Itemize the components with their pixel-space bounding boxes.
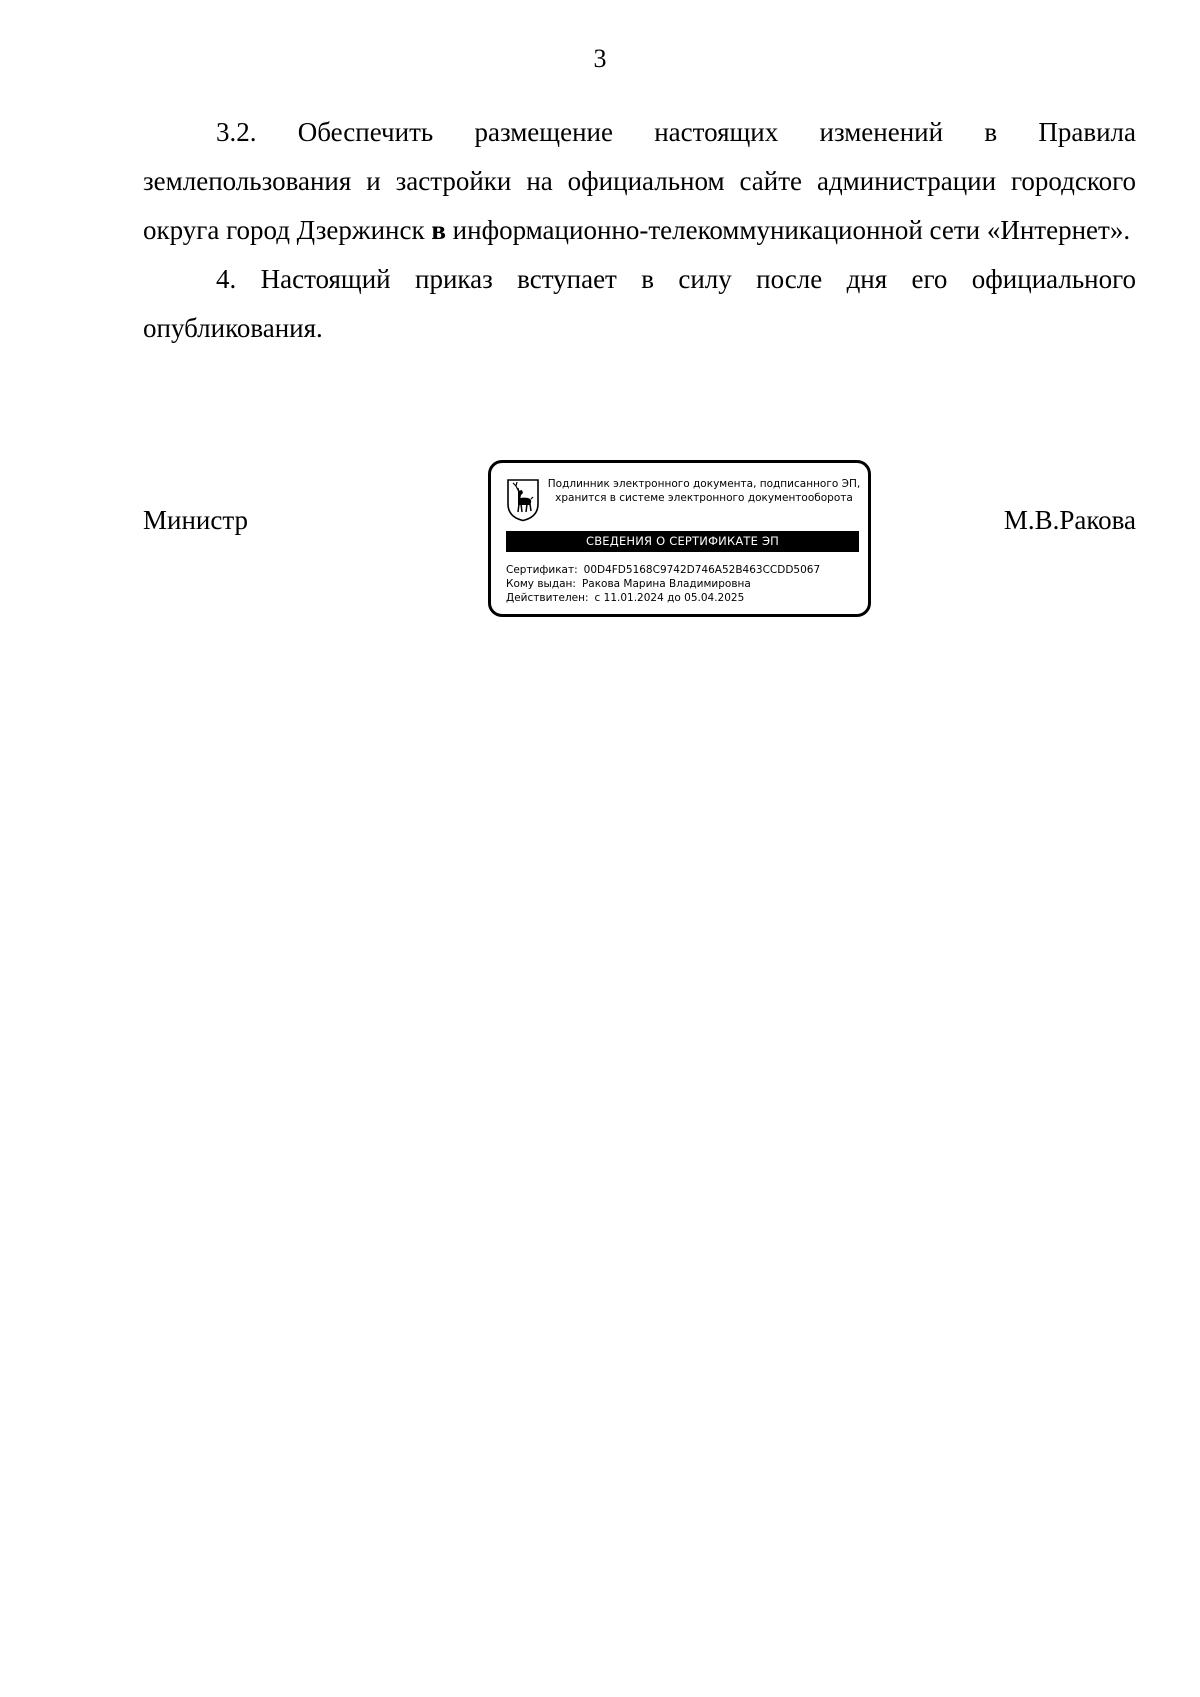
stamp-certificate-details xyxy=(506,563,866,605)
validity-label: Действителен: xyxy=(506,592,589,604)
paragraph-3-2-bold-word: в xyxy=(431,215,446,245)
issued-to-value: Ракова Марина Владимировна xyxy=(581,578,751,590)
signer-position: Министр xyxy=(143,505,248,535)
validity-row xyxy=(506,591,866,605)
issued-to-label: Кому выдан: xyxy=(506,578,576,590)
stamp-certificate-title: СВЕДЕНИЯ О СЕРТИФИКАТЕ ЭП xyxy=(506,531,859,552)
certificate-label: Сертификат: xyxy=(506,564,578,576)
paragraph-3-2-end: информационно-телекоммуникационной сети «Интернет». xyxy=(445,215,1131,245)
validity-value: с 11.01.2024 до 05.04.2025 xyxy=(594,592,745,604)
stamp-header-text: Подлинник электронного документа, подписанного ЭП, хранится в системе электронного документооборота xyxy=(547,478,861,504)
paragraph-3-2 xyxy=(143,108,1136,255)
paragraph-4: 4. Настоящий приказ вступает в силу после дня его официального опубликования. xyxy=(143,264,1136,343)
certificate-row xyxy=(506,563,866,577)
document-body xyxy=(143,108,1136,353)
deer-coat-of-arms-icon xyxy=(506,478,540,522)
paragraph-3-2-start: 3.2. Обеспечить размещение настоящих изменений в Правила землепользования и застройки на официальном сайте администрации городского округа город Дзержинск xyxy=(143,117,1136,245)
issued-to-row xyxy=(506,577,866,591)
certificate-value: 00D4FD5168C9742D746A52B463CCDD5067 xyxy=(583,564,821,576)
signer-name: М.В.Ракова xyxy=(1003,505,1136,535)
electronic-signature-stamp xyxy=(488,460,871,617)
page-number: 3 xyxy=(593,44,607,73)
